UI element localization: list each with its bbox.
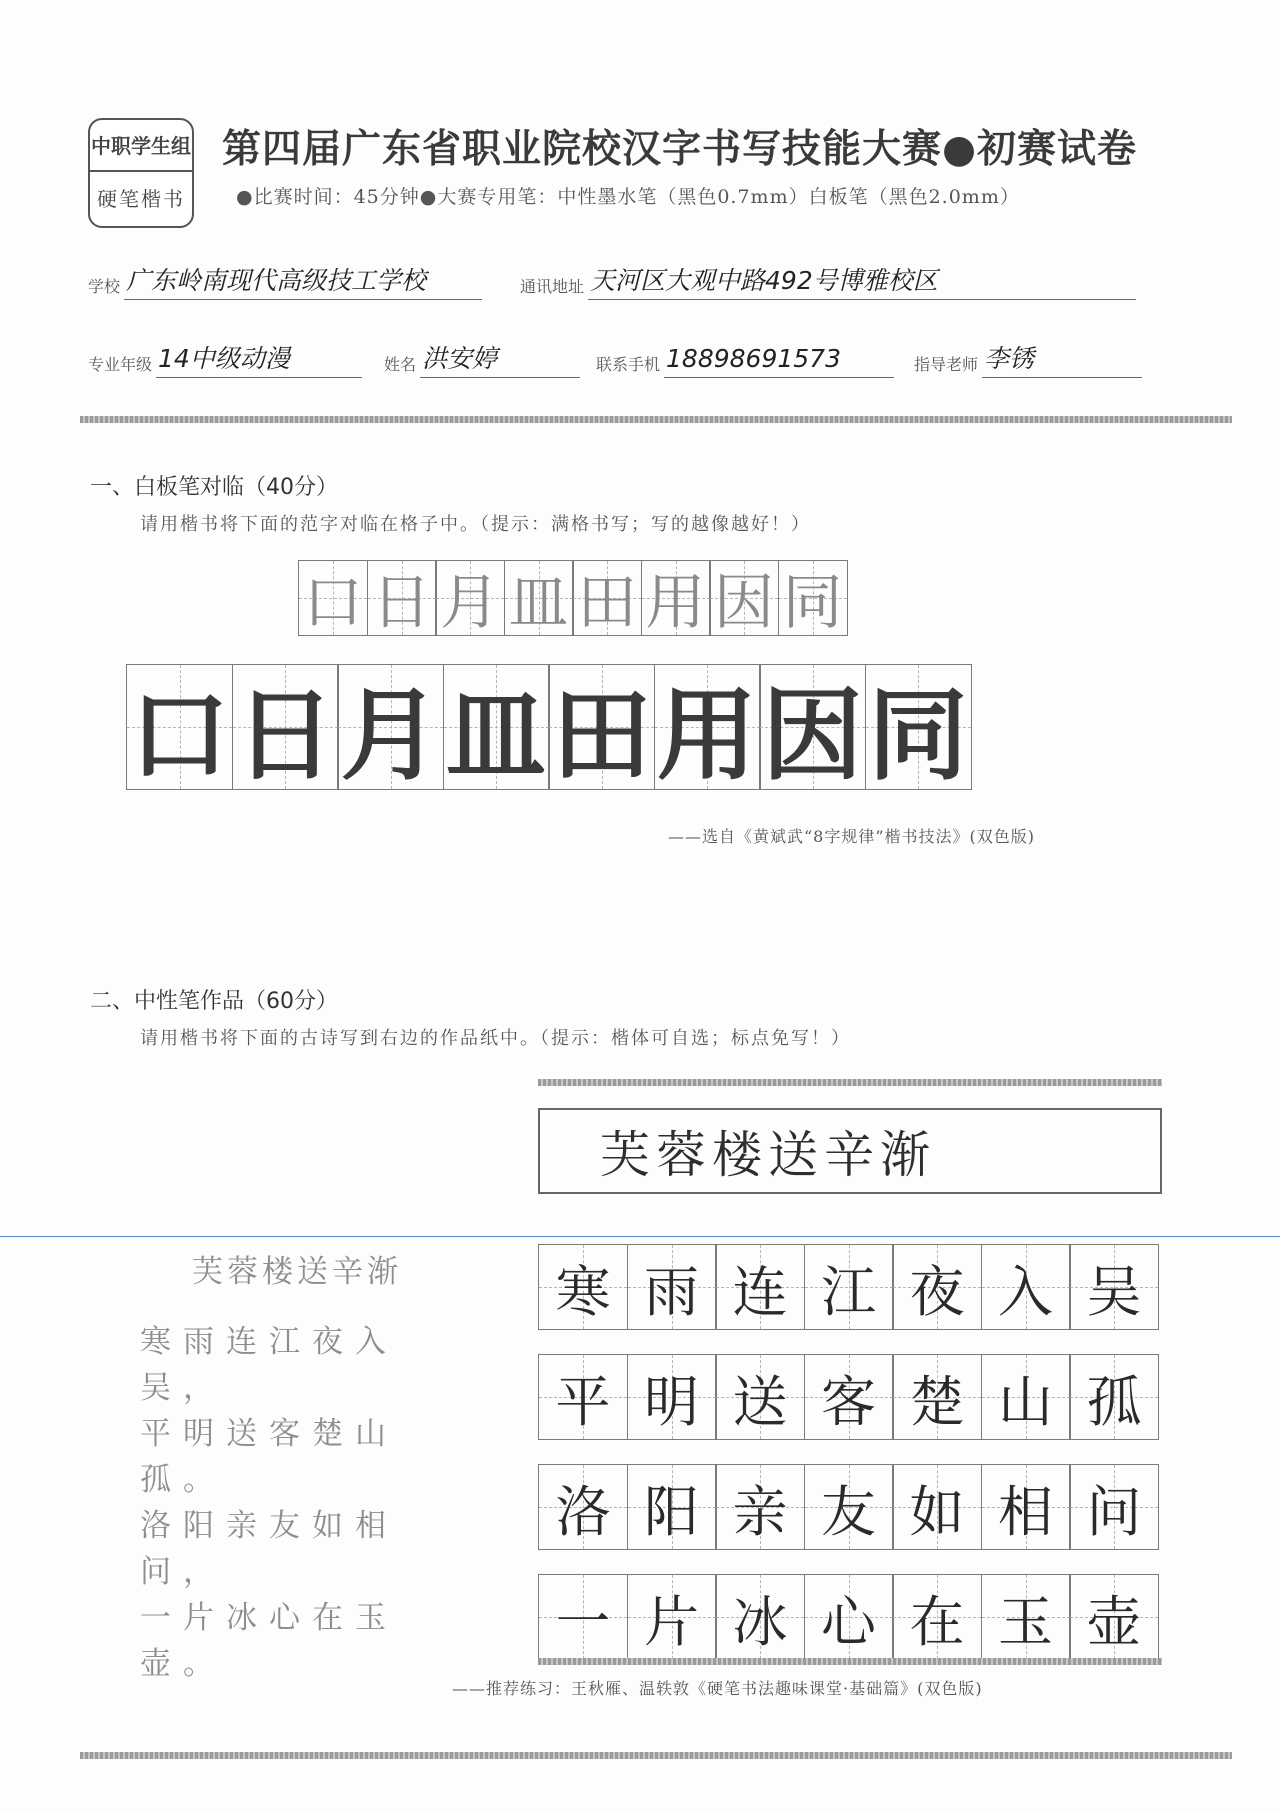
work-title-text: 芙蓉楼送辛渐 (600, 1126, 936, 1184)
work-paper-bottom-border (538, 1658, 1162, 1665)
written-char-cell: 同 (865, 664, 972, 790)
work-char-cell: 山 (981, 1354, 1071, 1440)
written-char-cell: 口 (126, 664, 233, 790)
work-char-cell: 片 (627, 1574, 717, 1660)
phone-value: 18898691573 (664, 342, 894, 378)
written-char-cell: 用 (654, 664, 761, 790)
section1-instructions: 请用楷书将下面的范字对临在格子中。（提示：满格书写；写的越像越好！） (140, 514, 811, 535)
model-char-cell: 口 (298, 560, 368, 636)
teacher-value: 李锈 (982, 342, 1142, 378)
work-char-cell: 明 (627, 1354, 717, 1440)
work-char-cell: 寒 (538, 1244, 628, 1330)
address-field (520, 264, 1136, 300)
model-char-cell: 月 (435, 560, 505, 636)
section1-title: 一、白板笔对临（40分） (90, 475, 338, 500)
written-char-cell: 因 (759, 664, 866, 790)
phone-label: 联系手机 (596, 355, 661, 374)
work-char-cell: 客 (804, 1354, 894, 1440)
work-char-cell: 亲 (715, 1464, 805, 1550)
teacher-field (914, 342, 1142, 378)
group-badge (88, 118, 194, 228)
work-char-cell: 入 (981, 1244, 1071, 1330)
work-char-cell: 洛 (538, 1464, 628, 1550)
work-char-cell: 冰 (715, 1574, 805, 1660)
work-char-cell: 送 (715, 1354, 805, 1440)
name-field (384, 342, 580, 378)
model-char-cell: 同 (778, 560, 848, 636)
model-char-cell: 用 (641, 560, 711, 636)
work-char-cell: 楚 (892, 1354, 982, 1440)
work-row (538, 1354, 1158, 1440)
reference-poem-line: 寒雨连江夜入吴， (140, 1324, 398, 1406)
work-char-cell: 一 (538, 1574, 628, 1660)
written-char-cell: 田 (548, 664, 655, 790)
work-char-cell: 玉 (981, 1574, 1071, 1660)
phone-field (596, 342, 894, 378)
work-char-cell: 如 (892, 1464, 982, 1550)
work-char-cell: 连 (715, 1244, 805, 1330)
work-char-cell: 心 (804, 1574, 894, 1660)
written-char-row (126, 664, 970, 790)
reference-poem-title: 芙蓉楼送辛渐 (192, 1254, 402, 1290)
model-char-cell: 日 (367, 560, 437, 636)
school-label: 学校 (88, 277, 121, 296)
model-char-cell: 田 (572, 560, 642, 636)
major-label: 专业年级 (88, 355, 153, 374)
section2-instructions: 请用楷书将下面的古诗写到右边的作品纸中。（提示：楷体可自选；标点免写！） (140, 1028, 851, 1049)
work-row (538, 1464, 1158, 1550)
section1-source: ——选自《黄斌武“8字规律”楷书技法》(双色版) (668, 827, 1036, 846)
work-char-cell: 吴 (1069, 1244, 1159, 1330)
work-char-cell: 江 (804, 1244, 894, 1330)
work-char-cell: 平 (538, 1354, 628, 1440)
model-char-cell: 因 (709, 560, 779, 636)
work-char-cell: 友 (804, 1464, 894, 1550)
address-label: 通讯地址 (520, 277, 585, 296)
header-divider (80, 416, 1232, 423)
reference-poem-line: 洛阳亲友如相问， (140, 1508, 398, 1590)
work-char-cell: 孤 (1069, 1354, 1159, 1440)
major-value: 14中级动漫 (156, 342, 362, 378)
teacher-label: 指导老师 (914, 355, 979, 374)
major-field (88, 342, 362, 378)
school-field (88, 264, 482, 300)
exam-subtitle: ●比赛时间：45分钟●大赛专用笔：中性墨水笔（黑色0.7mm）白板笔（黑色2.0mm） (236, 186, 1020, 208)
work-title-box (538, 1108, 1162, 1194)
written-char-cell: 日 (232, 664, 339, 790)
address-value: 天河区大观中路492号博雅校区 (588, 264, 1136, 300)
work-char-cell: 夜 (892, 1244, 982, 1330)
work-row (538, 1574, 1158, 1660)
written-char-cell: 皿 (443, 664, 550, 790)
model-char-cell: 皿 (504, 560, 574, 636)
scan-line (0, 1236, 1280, 1237)
badge-group-label: 中职学生组 (90, 120, 192, 172)
reference-poem (140, 1246, 480, 1687)
model-char-row (298, 560, 846, 636)
section2-source: ——推荐练习：王秋雁、温轶敦《硬笔书法趣味课堂·基础篇》(双色版) (452, 1679, 983, 1698)
badge-category-label: 硬笔楷书 (97, 187, 185, 211)
written-char-cell: 月 (337, 664, 444, 790)
section2-title: 二、中性笔作品（60分） (90, 989, 338, 1014)
work-char-cell: 在 (892, 1574, 982, 1660)
name-value: 洪安婷 (420, 342, 580, 378)
reference-poem-line: 平明送客楚山孤。 (140, 1416, 398, 1498)
work-char-cell: 相 (981, 1464, 1071, 1550)
work-row (538, 1244, 1158, 1330)
work-char-cell: 壶 (1069, 1574, 1159, 1660)
name-label: 姓名 (384, 355, 417, 374)
school-value: 广东岭南现代高级技工学校 (124, 264, 482, 300)
exam-title: 第四届广东省职业院校汉字书写技能大赛●初赛试卷 (222, 127, 1138, 172)
work-char-cell: 问 (1069, 1464, 1159, 1550)
footer-divider (80, 1752, 1232, 1759)
work-char-cell: 雨 (627, 1244, 717, 1330)
work-paper-top-border (538, 1079, 1162, 1086)
work-char-cell: 阳 (627, 1464, 717, 1550)
reference-poem-line: 一片冰心在玉壶。 (140, 1600, 398, 1682)
